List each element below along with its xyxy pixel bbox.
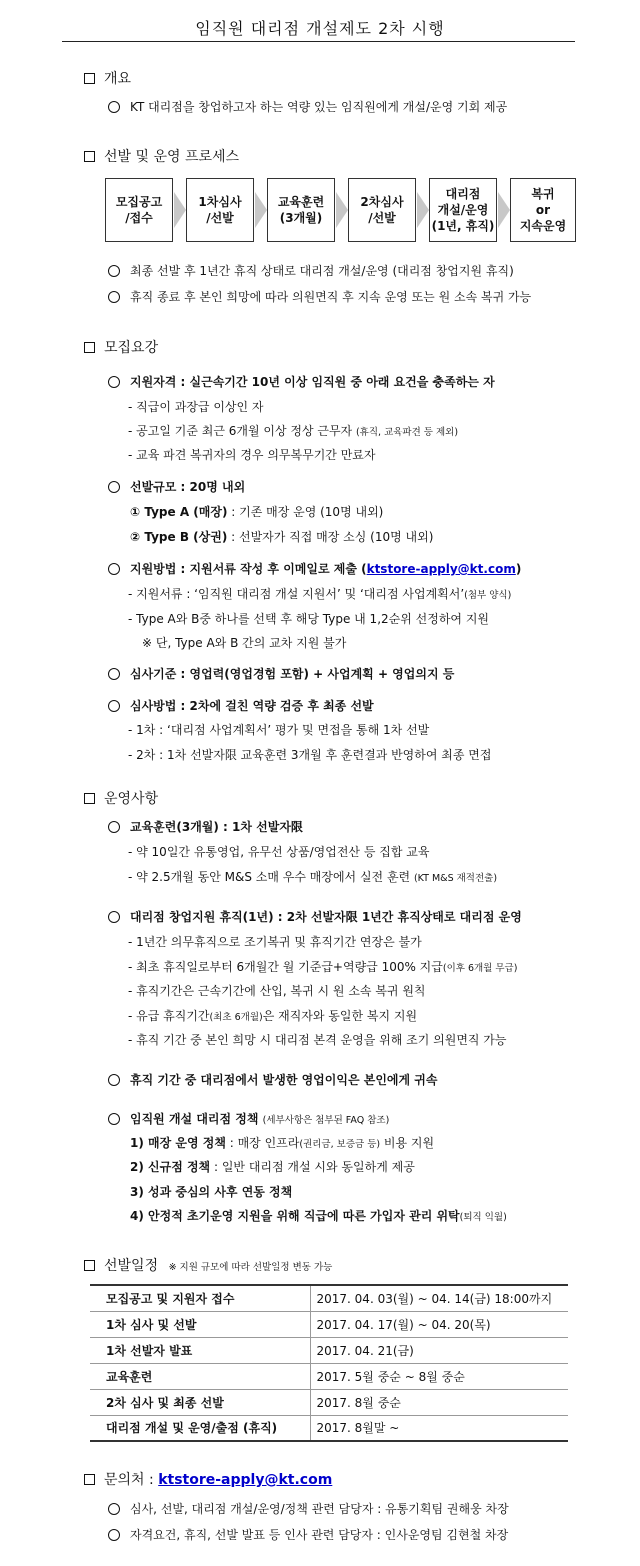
leave-title: 대리점 창업지원 휴직(1년) : 2차 선발자限 1년간 휴직상태로 대리점 운영 xyxy=(108,908,522,925)
profit-note: 휴직 기간 중 대리점에서 발생한 영업이익은 본인에게 귀속 xyxy=(108,1071,437,1088)
circle-bullet-icon xyxy=(108,376,120,388)
review-item: - 1차 : ‘대리점 사업계획서’ 평가 및 면접을 통해 1차 선발 xyxy=(128,723,430,737)
training-item: - 약 2.5개월 동안 M&S 소매 우수 매장에서 실전 훈련 (KT M&S 재적전출) xyxy=(128,870,498,884)
circle-bullet-icon xyxy=(108,265,120,277)
checkbox-square-icon xyxy=(84,73,95,84)
checkbox-square-icon xyxy=(84,793,95,804)
table-row: 대리점 개설 및 운영/출점 (휴직) 2017. 8월말 ~ xyxy=(90,1415,568,1441)
circle-bullet-icon xyxy=(108,911,120,923)
policy-item: 1) 매장 운영 정책 : 매장 인프라(권리금, 보증금 등) 비용 지원 xyxy=(130,1136,435,1150)
leave-item: - 휴직 기간 중 본인 희망 시 대리점 본격 운영을 위해 조기 의원면직 가능 xyxy=(128,1033,507,1047)
circle-bullet-icon xyxy=(108,563,120,575)
process-note: 휴직 종료 후 본인 희망에 따라 의원면직 후 지속 운영 또는 원 소속 복귀 가능 xyxy=(108,288,531,305)
process-step: 모집공고 /접수 xyxy=(105,178,173,242)
qualification-item: - 교육 파견 복귀자의 경우 의무복무기간 만료자 xyxy=(128,448,376,462)
circle-bullet-icon xyxy=(108,1074,120,1086)
schedule-table xyxy=(90,1284,568,1442)
method-item: - 지원서류 : ‘임직원 대리점 개설 지원서’ 및 ‘대리점 사업계획서’(첨부 양식) xyxy=(128,587,512,601)
circle-bullet-icon xyxy=(108,481,120,493)
section-recruit-heading: 모집요강 xyxy=(84,337,158,357)
contact-item: 자격요건, 휴직, 선발 발표 등 인사 관련 담당자 : 인사운영팀 김현철 차장 xyxy=(108,1526,508,1543)
section-schedule-heading: 선발일정 ※ 지원 규모에 따라 선발일정 변동 가능 xyxy=(84,1255,332,1275)
contact-email-link[interactable]: ktstore-apply@kt.com xyxy=(158,1472,333,1488)
arrow-right-icon xyxy=(498,192,510,228)
scale-title: 선발규모 : 20명 내외 xyxy=(108,478,245,495)
scale-type-b: ② Type B (상권) : 선발자가 직접 매장 소싱 (10명 내외) xyxy=(130,530,434,544)
process-note: 최종 선발 후 1년간 휴직 상태로 대리점 개설/운영 (대리점 창업지원 휴직) xyxy=(108,262,514,279)
method-note: ※ 단, Type A와 B 간의 교차 지원 불가 xyxy=(142,636,347,650)
contact-item: 심사, 선발, 대리점 개설/운영/정책 관련 담당자 : 유통기획팀 권해웅 차장 xyxy=(108,1500,509,1517)
method-title: 지원방법 : 지원서류 작성 후 이메일로 제출 (ktstore-apply@kt.com) xyxy=(108,560,521,577)
qualification-item: - 직급이 과장급 이상인 자 xyxy=(128,400,264,414)
circle-bullet-icon xyxy=(108,1113,120,1125)
checkbox-square-icon xyxy=(84,1260,95,1271)
arrow-right-icon xyxy=(336,192,348,228)
training-item: - 약 10일간 유통영업, 유무선 상품/영업전산 등 집합 교육 xyxy=(128,845,430,859)
qualification-title: 지원자격 : 실근속기간 10년 이상 임직원 중 아래 요건을 충족하는 자 xyxy=(108,373,495,390)
policy-item: 3) 성과 중심의 사후 연동 정책 xyxy=(130,1185,293,1199)
section-process-heading: 선발 및 운영 프로세스 xyxy=(84,146,239,166)
circle-bullet-icon xyxy=(108,668,120,680)
scale-type-a: ① Type A (매장) : 기존 매장 운영 (10명 내외) xyxy=(130,505,384,519)
policy-item: 4) 안정적 초기운영 지원을 위해 직급에 따른 가입자 관리 위탁(퇴직 익월) xyxy=(130,1209,507,1223)
leave-item: - 최초 휴직일로부터 6개월간 월 기준급+역량급 100% 지급(이후 6개월 무급) xyxy=(128,960,518,974)
table-row: 1차 선발자 발표 2017. 04. 21(금) xyxy=(90,1337,568,1363)
checkbox-square-icon xyxy=(84,342,95,353)
section-contact-heading: 문의처 : ktstore-apply@kt.com xyxy=(84,1469,332,1489)
process-step: 2차심사 /선발 xyxy=(348,178,416,242)
policy-title: 임직원 개설 대리점 정책 (세부사항은 첨부된 FAQ 참조) xyxy=(108,1110,389,1127)
arrow-right-icon xyxy=(417,192,429,228)
section-overview-heading: 개요 xyxy=(84,68,131,88)
leave-item: - 휴직기간은 근속기간에 산입, 복귀 시 원 소속 복귀 원칙 xyxy=(128,984,426,998)
review-title: 심사방법 : 2차에 걸친 역량 검증 후 최종 선발 xyxy=(108,697,374,714)
process-step: 1차심사 /선발 xyxy=(186,178,254,242)
table-row: 모집공고 및 지원자 접수 2017. 04. 03(월) ~ 04. 14(금) 18:00까지 xyxy=(90,1285,568,1311)
schedule-note: ※ 지원 규모에 따라 선발일정 변동 가능 xyxy=(168,1262,333,1273)
arrow-right-icon xyxy=(255,192,267,228)
arrow-right-icon xyxy=(174,192,186,228)
criteria: 심사기준 : 영업력(영업경험 포함) + 사업계획 + 영업의지 등 xyxy=(108,665,454,682)
section-operation-heading: 운영사항 xyxy=(84,788,158,808)
qualification-item: - 공고일 기준 최근 6개월 이상 정상 근무자 (휴직, 교육파견 등 제외) xyxy=(128,424,459,438)
circle-bullet-icon xyxy=(108,1503,120,1515)
title-divider xyxy=(62,41,575,42)
leave-item: - 1년간 의무휴직으로 조기복귀 및 휴직기간 연장은 불가 xyxy=(128,935,422,949)
process-step: 복귀 or 지속운영 xyxy=(510,178,576,242)
training-title: 교육훈련(3개월) : 1차 선발자限 xyxy=(108,818,303,835)
process-step: 대리점 개설/운영 (1년, 휴직) xyxy=(429,178,497,242)
review-item: - 2차 : 1차 선발자限 교육훈련 3개월 후 훈련결과 반영하여 최종 면접 xyxy=(128,748,492,762)
circle-bullet-icon xyxy=(108,101,120,113)
overview-item: KT 대리점을 창업하고자 하는 역량 있는 임직원에게 개설/운영 기회 제공 xyxy=(108,98,507,115)
table-row: 1차 심사 및 선발 2017. 04. 17(월) ~ 04. 20(목) xyxy=(90,1311,568,1337)
apply-email-link[interactable]: ktstore-apply@kt.com xyxy=(366,562,516,576)
checkbox-square-icon xyxy=(84,151,95,162)
policy-item: 2) 신규점 정책 : 일반 대리점 개설 시와 동일하게 제공 xyxy=(130,1160,415,1174)
table-row: 교육훈련 2017. 5월 중순 ~ 8월 중순 xyxy=(90,1363,568,1389)
circle-bullet-icon xyxy=(108,291,120,303)
circle-bullet-icon xyxy=(108,1529,120,1541)
method-item: - Type A와 B중 하나를 선택 후 해당 Type 내 1,2순위 선정하여 지원 xyxy=(128,612,490,626)
table-row: 2차 심사 및 최종 선발 2017. 8월 중순 xyxy=(90,1389,568,1415)
process-step: 교육훈련 (3개월) xyxy=(267,178,335,242)
circle-bullet-icon xyxy=(108,700,120,712)
circle-bullet-icon xyxy=(108,821,120,833)
page-title: 임직원 대리점 개설제도 2차 시행 xyxy=(195,19,445,38)
leave-item: - 유급 휴직기간(최초 6개월)은 재직자와 동일한 복지 지원 xyxy=(128,1009,418,1023)
checkbox-square-icon xyxy=(84,1474,95,1485)
